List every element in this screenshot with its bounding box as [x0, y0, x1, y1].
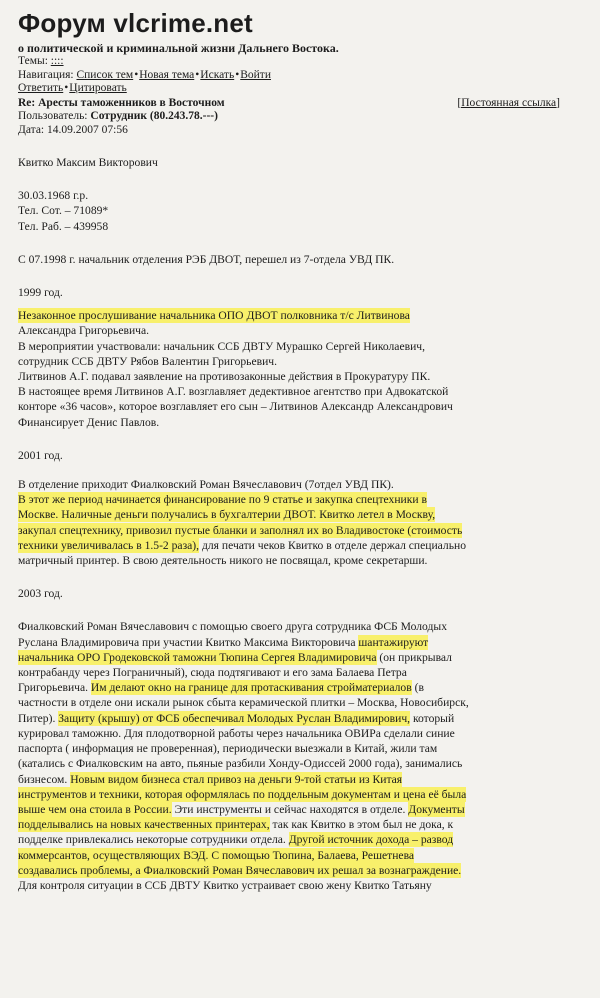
highlighted-text: подделывались на новых качественных принтерах, — [18, 818, 270, 832]
year-1999-heading: 1999 год. — [18, 286, 63, 300]
text-line: конторе «36 часов», которое возглавляет его сын – Литвинов Александр Александрович — [18, 400, 453, 414]
text-line: Финансирует Денис Павлов. — [18, 415, 160, 429]
post-subject: Re: Аресты таможенников в Восточном — [18, 96, 225, 109]
nav-topic-list-link[interactable]: Список тем — [76, 68, 134, 81]
post-author-line — [18, 110, 588, 124]
text-fragment: Руслана Владимировича при участии Квитко Максима Викторовича — [18, 635, 359, 649]
text-line: В настоящее время Литвинов А.Г. возглавляет дедективное агентство при Адвокатской — [18, 385, 449, 399]
forum-subtitle: о политической и криминальной жизни Дальнего Востока. — [18, 41, 339, 55]
year-2003-heading: 2003 год. — [18, 587, 63, 601]
highlighted-text: выше чем она стоила в России. — [18, 802, 172, 816]
highlighted-text: В этот же период начинается финансирование по 9 статье и закупка спецтехники в — [18, 493, 427, 507]
post-date-line — [18, 124, 588, 138]
highlighted-text: Москве. Наличные деньги получались в бухгалтерии ДВОТ. Квитко летел в Москву, — [18, 508, 436, 522]
highlighted-text: шантажируют — [358, 635, 429, 649]
birth-date: 30.03.1968 г.р. — [18, 189, 89, 203]
user-value: Сотрудник (80.243.78.---) — [90, 110, 218, 122]
text-line: контрабанду через Пограничный), сюда подтягивают и его зама Балаева Петра — [18, 666, 407, 680]
text-fragment: подделке привлекались некоторые сотрудники отдела. — [18, 833, 289, 847]
text-line: паспорта ( информация не проверенная), периодически выезжали в Китай, жили там — [18, 742, 438, 756]
text-fragment: Эти инструменты и сейчас находятся в отделе. — [171, 802, 409, 816]
highlighted-text: Незаконное прослушивание начальника ОПО ДВОТ полковника т/с Литвинова — [18, 309, 410, 323]
nav-login-link[interactable]: Войти — [240, 68, 271, 81]
post-actions — [18, 82, 588, 96]
highlighted-text: Новым видом бизнеса стал привоз на деньги 9-той статьи из Китая — [70, 772, 403, 786]
text-line: Для контроля ситуации в ССБ ДВТУ Квитко устраивает свою жену Квитко Татьяну — [18, 878, 432, 892]
topic-line — [18, 55, 588, 69]
user-label: Пользователь: — [18, 110, 88, 122]
phone-work: Тел. Раб. – 439958 — [18, 219, 109, 233]
text-fragment: Питер). — [18, 711, 59, 725]
text-line: (катались с Фиалковским на авто, пьяные разбили Хонду-Одиссей 2000 года), занимались — [18, 757, 463, 771]
highlighted-text: начальника ОРО Гродековской таможни Тюпина Сергея Владимировича — [18, 650, 377, 664]
nav-separator: • — [195, 68, 200, 81]
navigation-bar — [18, 69, 588, 83]
date-label: Дата: — [18, 123, 45, 136]
text-line: Фиалковский Роман Вячеславович с помощью своего друга сотрудника ФСБ Молодых — [18, 620, 448, 634]
text-line: Александра Григорьевича. — [18, 324, 150, 338]
year-2001-heading: 2001 год. — [18, 448, 63, 462]
highlighted-text: Им делают окно на границе для протаскивания стройматериалов — [90, 681, 412, 695]
post-body — [18, 137, 588, 893]
text-fragment: Григорьевича. — [18, 681, 91, 695]
nav-separator: • — [64, 82, 69, 94]
text-line: частности в отделе они искали рынок сбыта керамической плитки – Москва, Новосибирск, — [18, 696, 469, 710]
date-value: 14.09.2007 07:56 — [47, 123, 128, 136]
text-line: В мероприятии участвовали: начальник ССБ ДВТУ Мурашко Сергей Николаевич, — [18, 339, 425, 353]
nav-new-topic-link[interactable]: Новая тема — [139, 68, 195, 81]
highlighted-text: Другой источник дохода – развод — [288, 833, 454, 847]
navigation-label: Навигация: — [18, 68, 74, 81]
forum-title: Форум vlcrime.net — [18, 8, 253, 38]
highlighted-text: закупал спецтехнику, привозил пустые бланки и заполнял их во Владивостоке (стоимость — [18, 523, 463, 537]
highlighted-text: инструментов и техники, которая оформлялась по поддельным документам и цена её была — [18, 787, 467, 801]
intro-paragraph: С 07.1998 г. начальник отделения РЭБ ДВОТ, перешел из 7-отдела УВД ПК. — [18, 252, 395, 266]
highlighted-text: Защиту (крышу) от ФСБ обеспечивал Молодых Руслан Владимирович, — [58, 711, 411, 725]
text-fragment: (в — [411, 681, 424, 695]
reply-link[interactable]: Ответить — [18, 82, 64, 94]
nav-search-link[interactable]: Искать — [200, 68, 235, 81]
text-fragment: который — [410, 711, 455, 725]
nav-separator: • — [134, 68, 139, 81]
highlighted-text: техники увеличивалась в 1.5-2 раза), — [18, 538, 200, 552]
text-line: Литвинов А.Г. подавал заявление на противозаконные действия в Прокуратуру ПК. — [18, 370, 431, 384]
highlighted-text: коммерсантов, осуществляющих ВЭД. С помощью Тюпина, Балаева, Решетнева — [18, 848, 415, 862]
nav-separator: • — [235, 68, 240, 81]
phone-mobile: Тел. Сот. – 71089* — [18, 204, 109, 218]
text-line: матричный принтер. В свою деятельность никого не посвящал, кроме секретарши. — [18, 554, 428, 568]
post-subject-row — [18, 97, 588, 111]
person-name: Квитко Максим Викторович — [18, 156, 158, 169]
permalink-link[interactable]: [Постоянная ссылка] — [457, 96, 560, 109]
text-line: В отделение приходит Фиалковский Роман Вячеславович (7отдел УВД ПК). — [18, 478, 394, 492]
text-fragment: для печати чеков Квитко в отделе держал специально — [199, 538, 467, 552]
topic-label: Темы: — [18, 55, 48, 67]
quote-link[interactable]: Цитировать — [69, 82, 127, 94]
highlighted-text: создавались проблемы, а Фиалковский Роман Вячеславович их решал за вознаграждение. — [18, 863, 462, 877]
text-line: курировал таможню. Для плодотворной работы через начальника ОВИРа сделали синие — [18, 726, 455, 740]
text-fragment: (он прикрывал — [376, 650, 452, 664]
text-line: сотрудник ССБ ДВТУ Рябов Валентин Григорьевич. — [18, 354, 278, 368]
topic-link[interactable]: :::: — [50, 55, 64, 67]
text-fragment: так как Квитко в этом был не дока, к — [269, 818, 454, 832]
text-fragment: бизнесом. — [18, 772, 71, 786]
highlighted-text: Документы — [408, 802, 465, 816]
